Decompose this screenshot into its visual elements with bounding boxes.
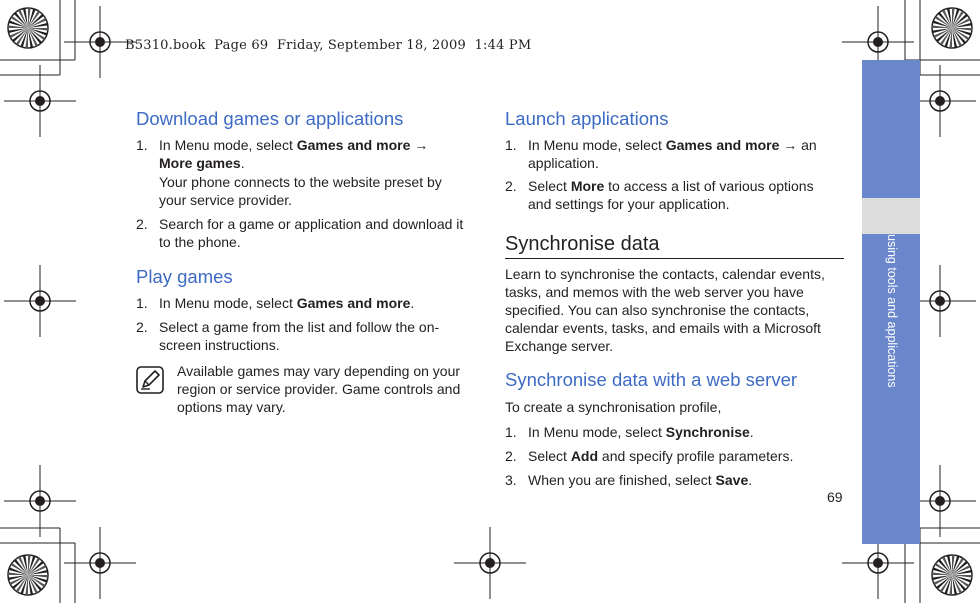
registration-target-icon (4, 465, 76, 537)
section-heading-play: Play games (136, 266, 233, 287)
step-text: Select a game from the list and follow the on-screen instructions. (159, 319, 440, 353)
section-heading-sync: Synchronise data (505, 233, 660, 255)
step-text: In Menu mode, select Games and more. (159, 295, 415, 311)
note-pencil-icon (136, 366, 164, 394)
list-item (505, 471, 845, 491)
section-heading-launch: Launch applications (505, 108, 669, 129)
list-item (505, 447, 845, 467)
step-number: 2. (505, 178, 517, 194)
list-item (505, 177, 845, 217)
step-text: In Menu mode, select Synchronise. (528, 424, 754, 440)
print-header: B5310.book Page 69 Friday, September 18, 2009 1:44 PM (125, 38, 532, 53)
step-number: 2. (136, 319, 148, 335)
step-text: When you are finished, select Save. (528, 472, 753, 488)
list-item (136, 136, 476, 176)
step-number: 1. (136, 295, 148, 311)
crop-mark-icon (8, 555, 48, 595)
step-number: 1. (505, 424, 517, 440)
step-number: 2. (136, 216, 148, 232)
step-number: 1. (136, 137, 148, 153)
list-item (505, 136, 845, 176)
chapter-tab-text: using tools and applications (885, 234, 899, 388)
heading-rule (505, 258, 844, 259)
section-heading-download: Download games or applications (136, 108, 404, 129)
registration-target-icon (4, 65, 76, 137)
chapter-tab-marker (862, 198, 920, 234)
step-number: 1. (505, 137, 517, 153)
sync-web-intro: To create a synchronisation profile, (505, 399, 722, 415)
note-text: Available games may vary depending on your region or service provider. Game controls and options may vary. (177, 363, 461, 415)
crop-mark-icon (932, 555, 972, 595)
crop-mark-icon (8, 8, 48, 48)
step-text: Select Add and specify profile parameters. (528, 448, 794, 464)
step-text: Search for a game or application and download it to the phone. (159, 216, 464, 250)
list-item (136, 215, 476, 255)
registration-target-icon (454, 527, 526, 599)
step-number: 3. (505, 472, 517, 488)
step-text: In Menu mode, select Games and more → an application. (528, 137, 817, 171)
section-heading-sync-web: Synchronise data with a web server (505, 369, 798, 390)
list-item (505, 423, 845, 443)
crop-mark-icon (932, 8, 972, 48)
step-text: Select More to access a list of various options and settings for your application. (528, 178, 814, 212)
step-note: Your phone connects to the website preset by your service provider. (159, 174, 442, 208)
step-number: 2. (505, 448, 517, 464)
chapter-tab-label (862, 234, 920, 434)
sync-intro: Learn to synchronise the contacts, calendar events, tasks, and memos with the web server you have specified. You can also synchronise the contacts, calendar events, tasks, and emails with a Microsoft Exchange server. (505, 266, 825, 354)
page-number: 69 (827, 489, 843, 505)
step-text: In Menu mode, select Games and more → More games. (159, 137, 429, 171)
registration-target-icon (4, 265, 76, 337)
list-item (136, 294, 476, 314)
list-item (136, 318, 476, 358)
